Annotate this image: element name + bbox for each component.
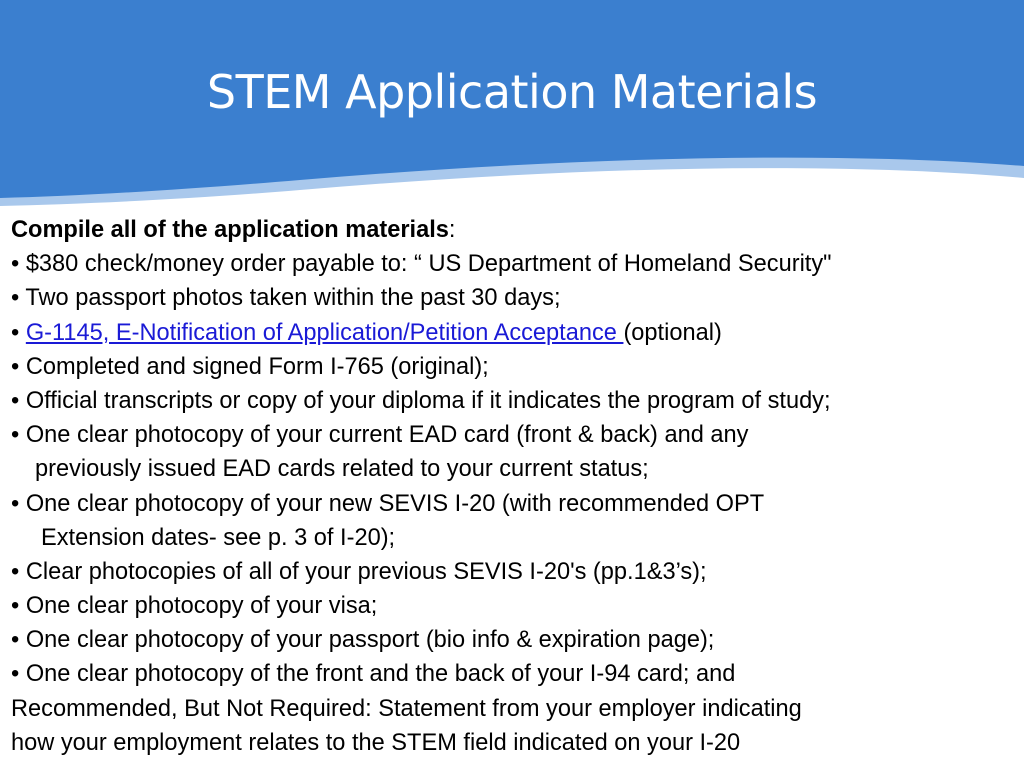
list-item-ead-continued: previously issued EAD cards related to your current status; [35,456,649,483]
intro-colon: : [448,217,456,243]
g1145-link[interactable]: G-1145, E-Notification of Application/Petition Acceptance [25,319,624,346]
list-item-i20: • One clear photocopy of your new SEVIS I-20 (with recommended OPT [11,490,765,517]
list-item-i94: • One clear photocopy of the front and the back of your I-94 card; and [11,661,736,688]
list-item-check: • $380 check/money order payable to: “ US Department of Homeland Security" [11,251,832,278]
list-item-i765: • Completed and signed Form I-765 (original); [11,353,489,380]
g1145-bullet: • [11,319,26,346]
list-item-visa: • One clear photocopy of your visa; [11,593,378,620]
slide-title: STEM Application Materials [206,65,818,119]
recommended-line-1: Recommended, But Not Required: Statement from your employer indicating [11,695,802,722]
slide-header [0,0,1024,215]
intro-bold-text: Compile all of the application materials [11,217,449,243]
list-item-i20-continued: Extension dates- see p. 3 of I-20); [41,524,396,551]
slide-body [11,213,1019,760]
intro-line [11,213,1019,247]
recommended-line-2: how your employment relates to the STEM field indicated on your I-20 [11,729,741,756]
list-item-ead: • One clear photocopy of your current EAD card (front & back) and any [11,422,749,449]
list-item-transcripts: • Official transcripts or copy of your diploma if it indicates the program of study; [11,387,831,414]
list-item-passport: • One clear photocopy of your passport (bio info & expiration page); [11,627,715,654]
list-item-previous-i20: • Clear photocopies of all of your previous SEVIS I-20's (pp.1&3’s); [11,558,707,585]
g1145-suffix: (optional) [623,319,722,346]
list-item-g1145 [11,316,1019,350]
list-item-photos: • Two passport photos taken within the past 30 days; [11,285,561,312]
